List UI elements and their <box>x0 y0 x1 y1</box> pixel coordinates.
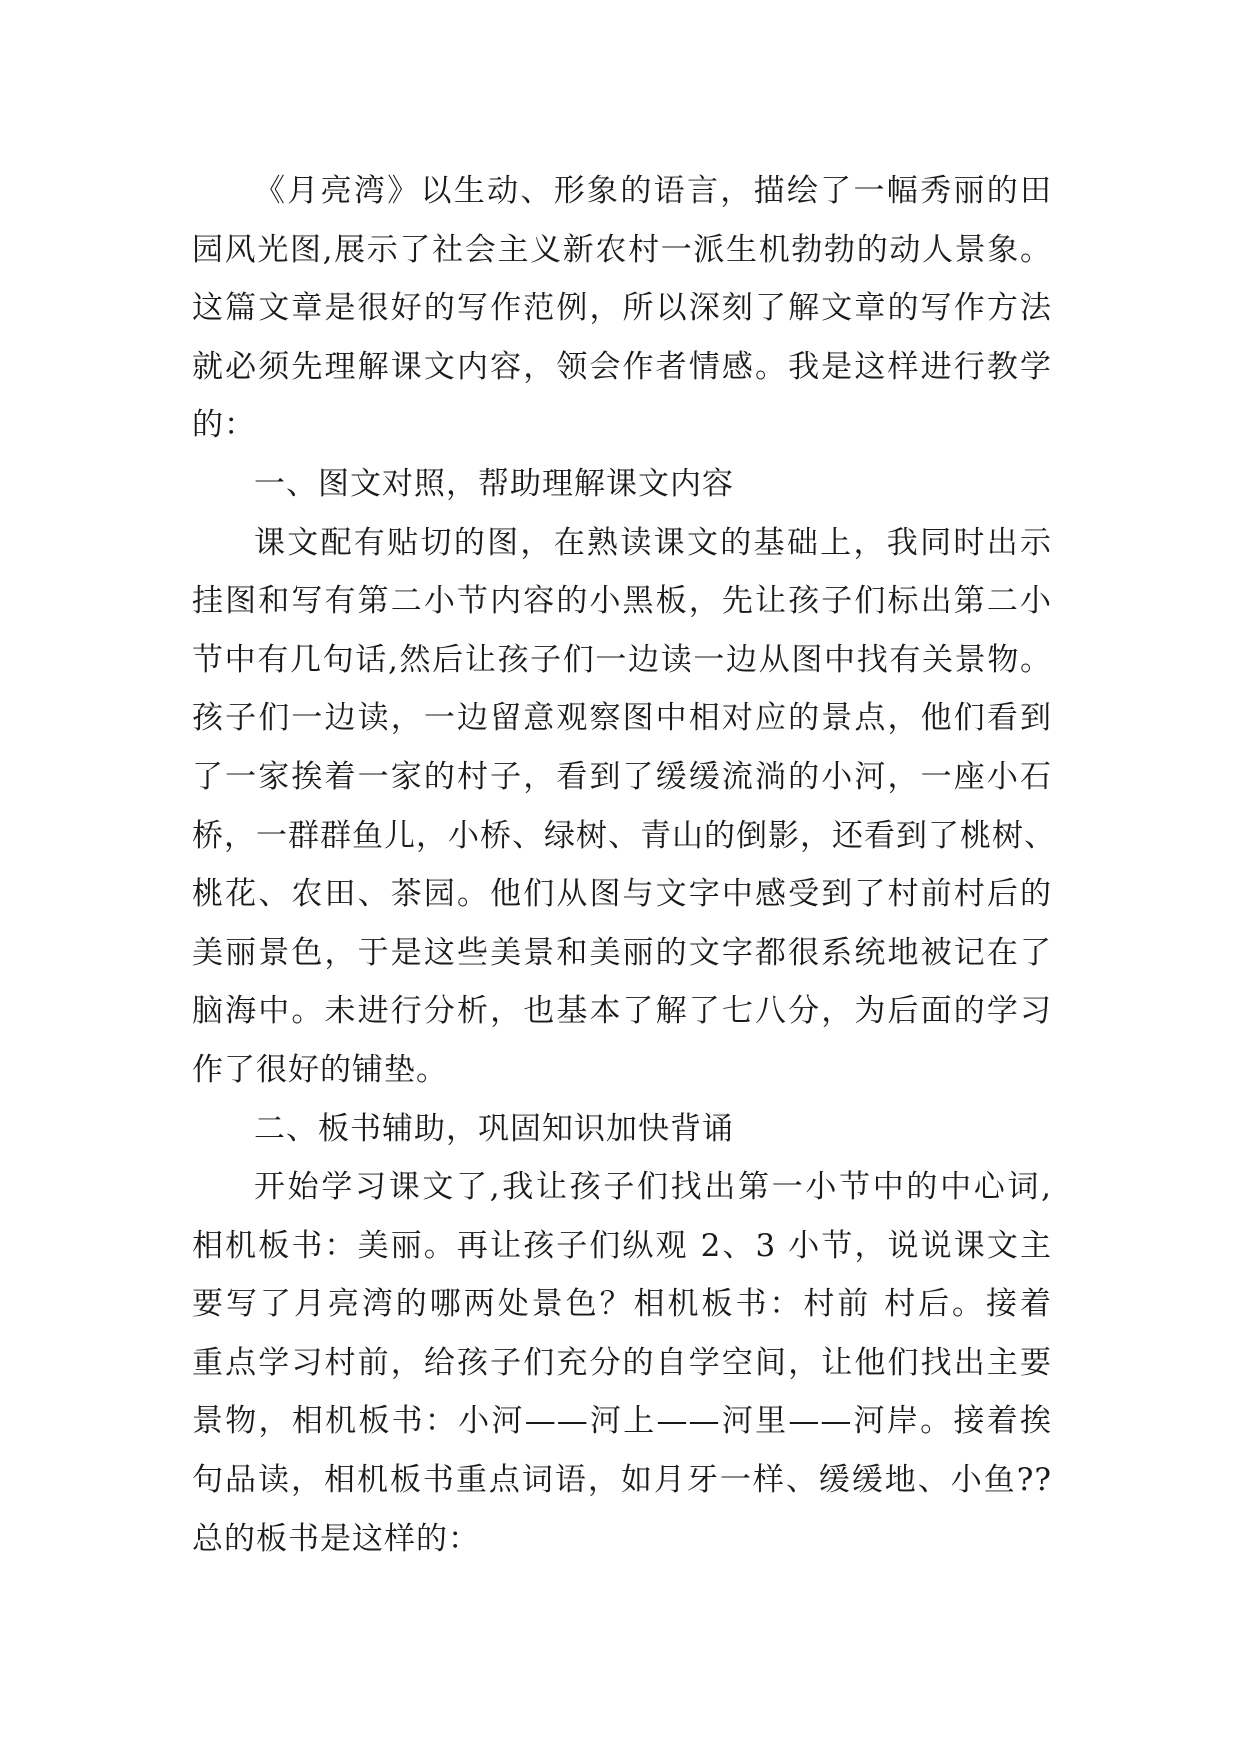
paragraph-line: 就必须先理解课文内容，领会作者情感。我是这样进行教学 <box>192 348 1052 385</box>
paragraph-line: 美丽景色，于是这些美景和美丽的文字都很系统地被记在了 <box>192 934 1052 971</box>
paragraph-line: 总的板书是这样的： <box>192 1520 480 1557</box>
paragraph-line: 了一家挨着一家的村子，看到了缓缓流淌的小河，一座小石 <box>192 758 1052 795</box>
paragraph-line: 开始学习课文了,我让孩子们找出第一小节中的中心词, <box>254 1169 1052 1206</box>
paragraph-line: 景物，相机板书：小河——河上——河里——河岸。接着挨 <box>192 1403 1052 1440</box>
paragraph-line: 孩子们一边读，一边留意观察图中相对应的景点，他们看到 <box>192 700 1052 737</box>
paragraph-line: 课文配有贴切的图，在熟读课文的基础上，我同时出示 <box>254 524 1052 561</box>
paragraph-line: 桃花、农田、茶园。他们从图与文字中感受到了村前村后的 <box>192 876 1052 913</box>
paragraph-line: 桥，一群群鱼儿，小桥、绿树、青山的倒影，还看到了桃树、 <box>192 817 1056 854</box>
paragraph-line: 《月亮湾》以生动、形象的语言，描绘了一幅秀丽的田 <box>254 173 1052 209</box>
paragraph-line: 的： <box>192 407 256 444</box>
paragraph-line: 这篇文章是很好的写作范例，所以深刻了解文章的写作方法 <box>192 290 1052 327</box>
paragraph-line: 作了很好的铺垫。 <box>192 1051 448 1088</box>
paragraph-line: 节中有几句话,然后让孩子们一边读一边从图中找有关景物。 <box>192 641 1052 678</box>
section-heading: 二、板书辅助，巩固知识加快背诵 <box>254 1110 734 1147</box>
paragraph-line: 挂图和写有第二小节内容的小黑板，先让孩子们标出第二小 <box>192 583 1052 620</box>
paragraph-line: 脑海中。未进行分析，也基本了解了七八分，为后面的学习 <box>192 993 1052 1030</box>
paragraph-line: 要写了月亮湾的哪两处景色？相机板书：村前 村后。接着 <box>192 1286 1052 1323</box>
paragraph-line: 园风光图,展示了社会主义新农村一派生机勃勃的动人景象。 <box>192 231 1052 268</box>
paragraph-line: 句品读，相机板书重点词语，如月牙一样、缓缓地、小鱼?? <box>192 1462 1052 1499</box>
paragraph-line: 相机板书：美丽。再让孩子们纵观 2、3 小节，说说课文主 <box>192 1227 1052 1264</box>
body-text <box>192 162 1056 1568</box>
paragraph-line: 重点学习村前，给孩子们充分的自学空间，让他们找出主要 <box>192 1344 1052 1381</box>
section-heading: 一、图文对照，帮助理解课文内容 <box>254 465 734 502</box>
